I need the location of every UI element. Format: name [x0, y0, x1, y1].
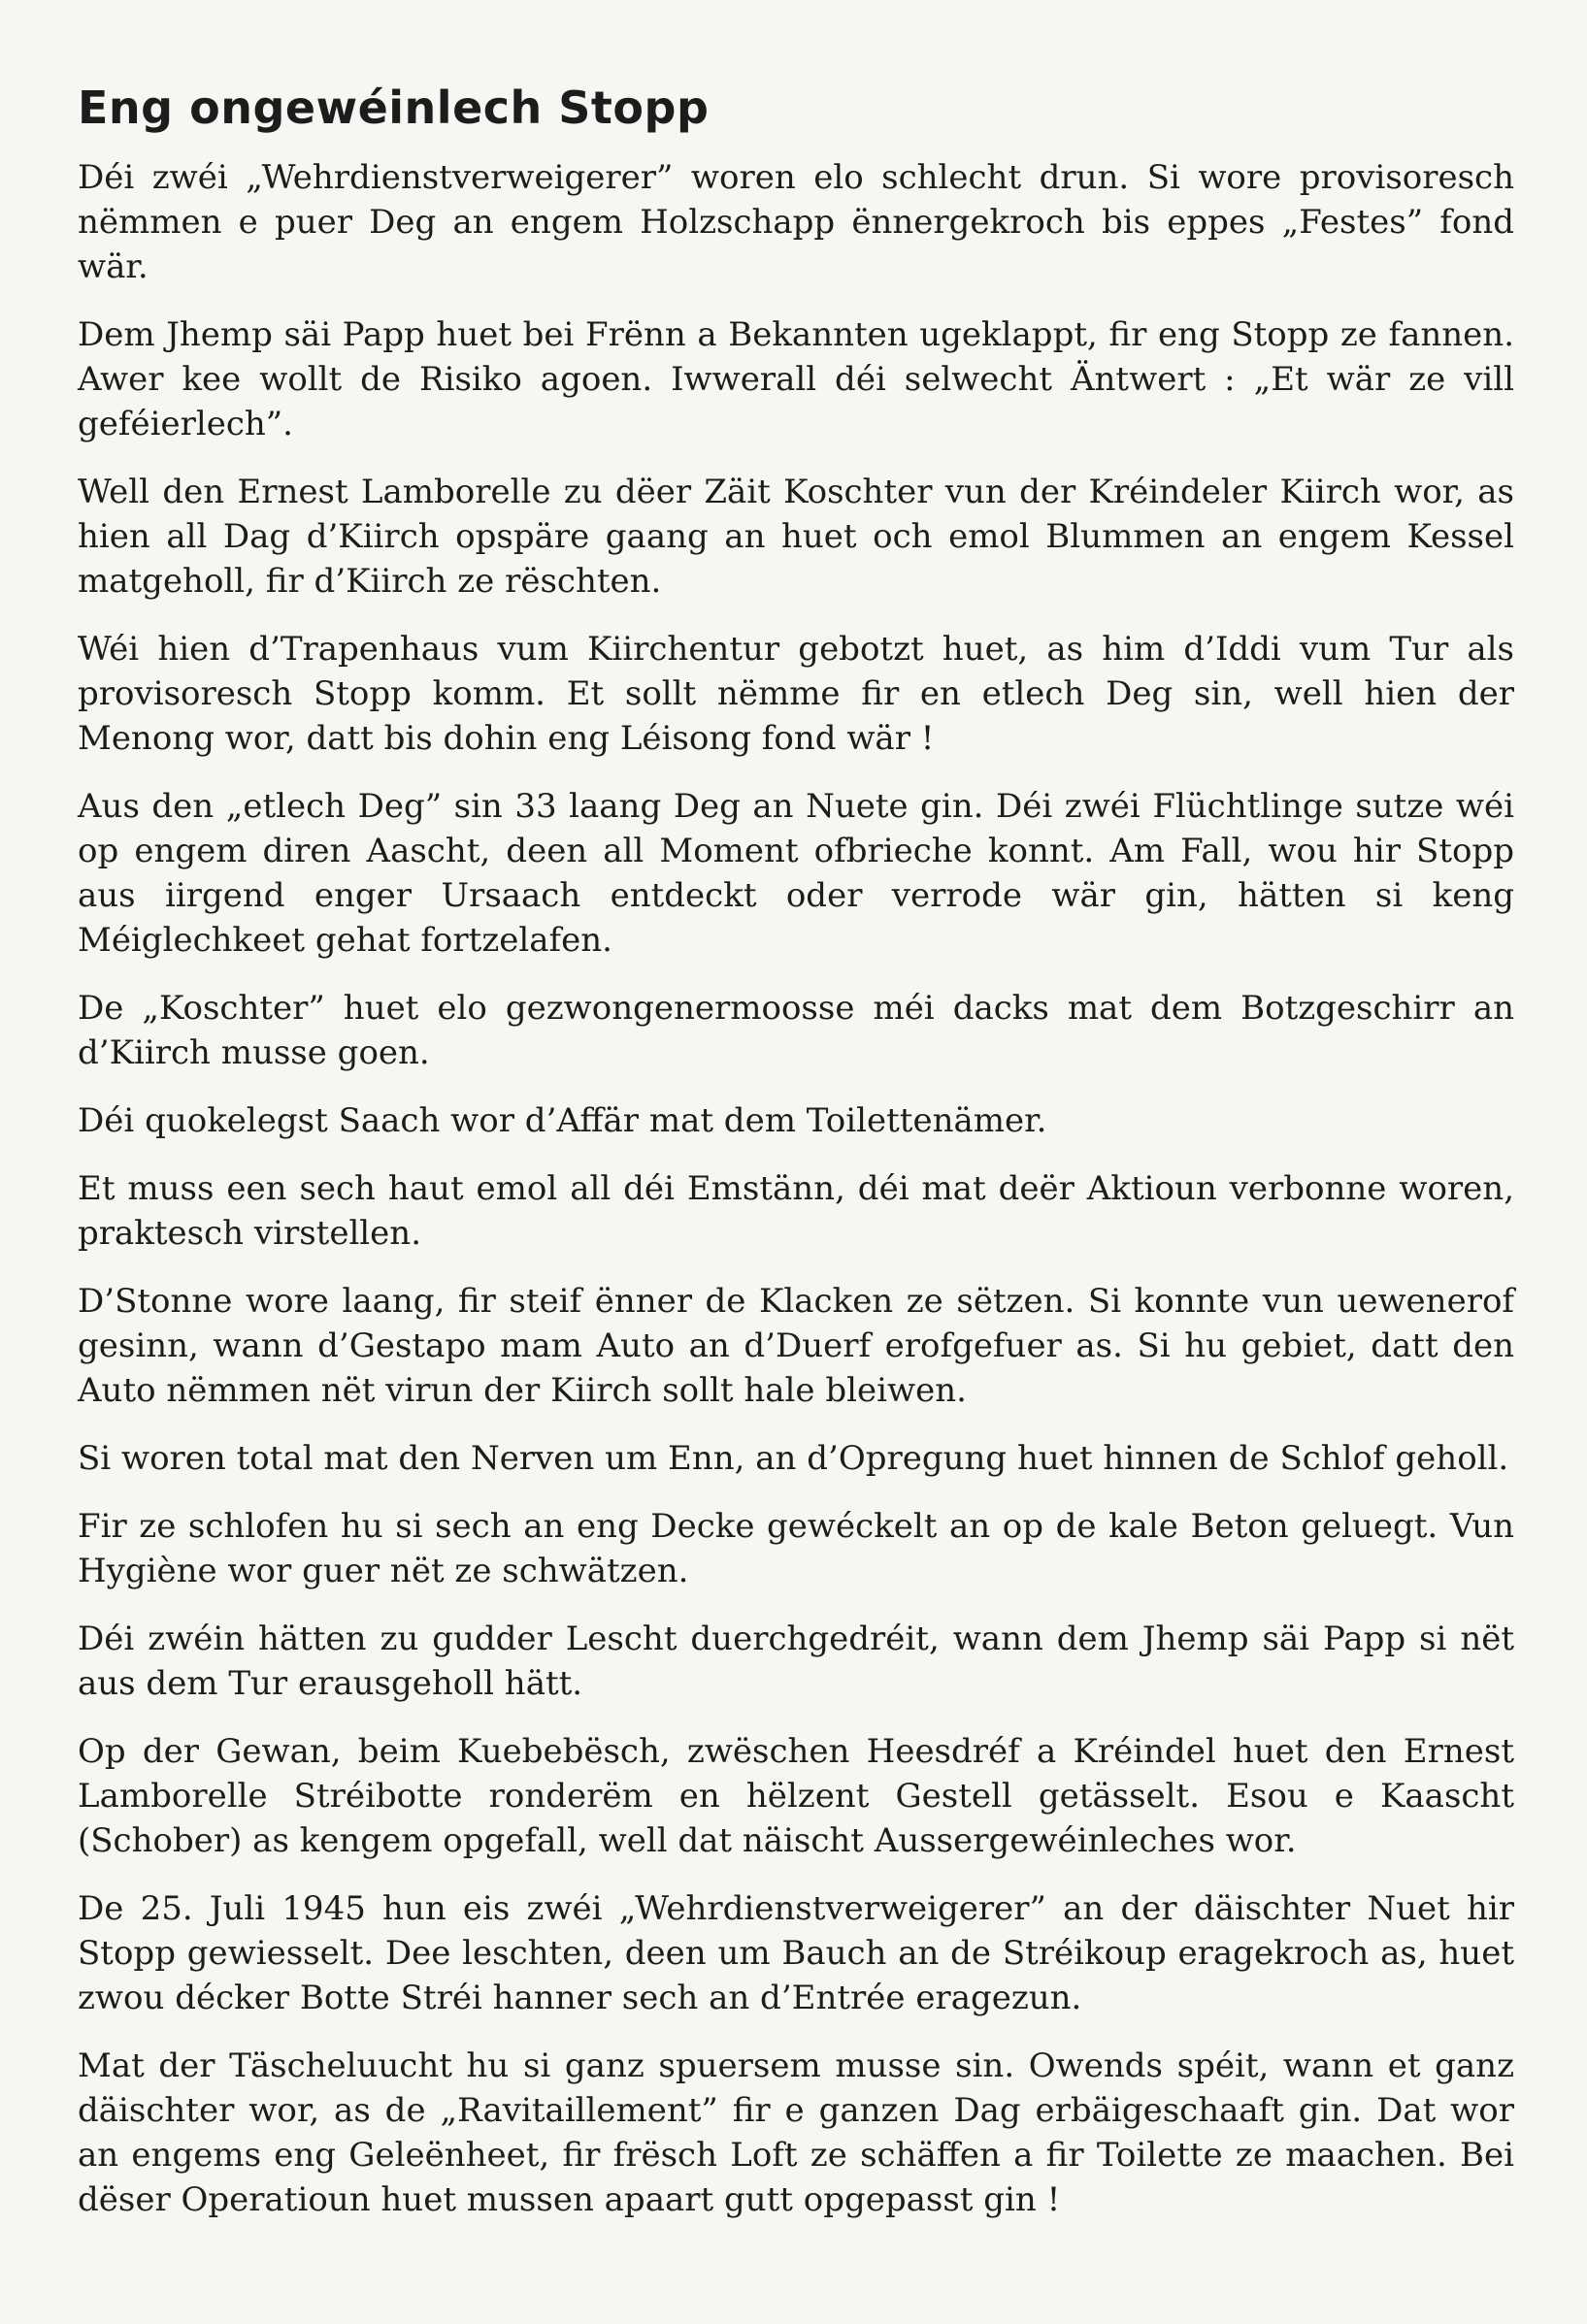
paragraph-13: Op der Gewan, beim Kuebebësch, zwëschen Heesdréf a Kréindel huet den Ernest Lamborelle Stréibotte ronderëm en hëlzent Gestell getässelt. Esou e Kaascht (Schober) as kengem opgefall, well dat näischt Aussergewéinleches wor.	[78, 1732, 1514, 1860]
paragraph-9: D’Stonne wore laang, fir steif ënner de Klacken ze sëtzen. Si konnte vun uewenerof gesinn, wann d’Gestapo mam Auto an d’Duerf erofgefuer as. Si hu gebiet, datt den Auto nëmmen nët virun der Kiirch sollt hale bleiwen.	[78, 1282, 1514, 1410]
paragraph-12: Déi zwéin hätten zu gudder Lescht duerchgedréit, wann dem Jhemp säi Papp si nët aus dem Tur erausgeholl hätt.	[78, 1620, 1514, 1703]
paragraph-4: Wéi hien d’Trapenhaus vum Kiirchentur gebotzt huet, as him d’Iddi vum Tur als provisoresch Stopp komm. Et sollt nëmme fir en etlech Deg sin, well hien der Menong wor, datt bis dohin eng Léisong fond wär !	[78, 630, 1514, 758]
paragraph-14: De 25. Juli 1945 hun eis zwéi „Wehrdienstverweigerer” an der däischter Nuet hir Stopp gewiesselt. Dee leschten, deen um Bauch an de Stréikoup eragekroch as, huet zwou décker Botte Stréi hanner sech an d’Entrée eragezun.	[78, 1889, 1514, 2017]
paragraph-11: Fir ze schlofen hu si sech an eng Decke gewéckelt an op de kale Beton geluegt. Vun Hygiène wor guer nët ze schwätzen.	[78, 1507, 1514, 1590]
paragraph-7: Déi quokelegst Saach wor d’Affär mat dem Toilettenämer.	[78, 1101, 1047, 1140]
paragraph-15: Mat der Täscheluucht hu si ganz spuersem musse sin. Owends spéit, wann et ganz däischter wor, as de „Ravitaillement” fir e ganzen Dag erbäigeschaaft gin. Dat wor an engems eng Geleënheet, fir frësch Loft ze schäffen a fir Toilette ze maachen. Bei dëser Operatioun huet mussen apaart gutt opgepasst gin !	[78, 2046, 1514, 2219]
page-title: Eng ongewéinlech Stopp	[78, 82, 710, 134]
paragraph-8: Et muss een sech haut emol all déi Emstänn, déi mat deër Aktioun verbonne woren, praktesch virstellen.	[78, 1169, 1514, 1253]
paragraph-5: Aus den „etlech Deg” sin 33 laang Deg an Nuete gin. Déi zwéi Flüchtlinge sutze wéi op engem diren Aascht, deen all Moment ofbrieche konnt. Am Fall, wou hir Stopp aus iirgend enger Ursaach entdeckt oder verrode wär gin, hätten si keng Méiglechkeet gehat fortzelafen.	[78, 787, 1514, 960]
paragraph-2: Dem Jhemp säi Papp huet bei Frënn a Bekannten ugeklappt, fir eng Stopp ze fannen. Awer kee wollt de Risiko agoen. Iwwerall déi selwecht Äntwert : „Et wär ze vill geféierlech”.	[78, 315, 1514, 443]
paragraph-3: Well den Ernest Lamborelle zu dëer Zäit Koschter vun der Kréindeler Kiirch wor, as hien all Dag d’Kiirch opspäre gaang an huet och emol Blummen an engem Kessel matgeholl, fir d’Kiirch ze rëschten.	[78, 473, 1514, 601]
paragraph-6: De „Koschter” huet elo gezwongenermoosse méi dacks mat dem Botzgeschirr an d’Kiirch musse goen.	[78, 989, 1514, 1072]
paragraph-1: Déi zwéi „Wehrdienstverweigerer” woren elo schlecht drun. Si wore provisoresch nëmmen e puer Deg an engem Holzschapp ënnergekroch bis eppes „Festes” fond wär.	[78, 158, 1514, 286]
paragraph-10: Si woren total mat den Nerven um Enn, an d’Opregung huet hinnen de Schlof geholl.	[78, 1439, 1509, 1478]
document-page	[78, 58, 1514, 2290]
